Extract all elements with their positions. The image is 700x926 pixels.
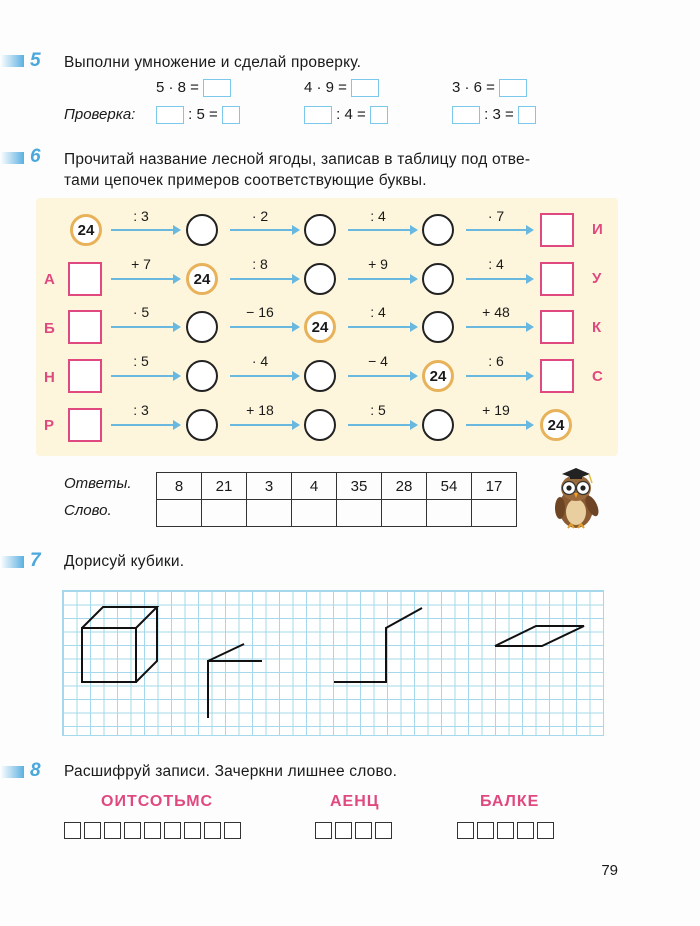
letter-cell[interactable] [144, 822, 161, 839]
arrow [230, 424, 298, 426]
letter-cell[interactable] [104, 822, 121, 839]
letter-cell[interactable] [184, 822, 201, 839]
arrow [111, 278, 179, 280]
answer-circle[interactable] [304, 409, 336, 441]
word-cell[interactable] [382, 500, 427, 527]
operation-label: : 6 [488, 353, 504, 369]
answer-cell: 3 [247, 473, 292, 500]
arrow [230, 375, 298, 377]
operation-label: + 7 [131, 256, 151, 272]
task-number: 6 [30, 146, 41, 167]
letter-cell[interactable] [315, 822, 332, 839]
check-equation [452, 106, 536, 124]
start-square[interactable] [68, 262, 102, 296]
check-label: Проверка: [64, 106, 136, 123]
operation-label: : 4 [370, 208, 386, 224]
arrow [230, 326, 298, 328]
owl-icon [548, 466, 604, 532]
operation-label: · 4 [251, 353, 269, 369]
partial-cube-edges [495, 626, 584, 646]
operation-label: : 8 [252, 256, 268, 272]
letter-cell[interactable] [375, 822, 392, 839]
operation-label: · 7 [487, 208, 505, 224]
letter-cell[interactable] [64, 822, 81, 839]
operation-label: · 5 [132, 304, 150, 320]
task-number: 5 [30, 50, 41, 71]
answer-cell: 35 [337, 473, 382, 500]
start-square[interactable] [68, 359, 102, 393]
operation-label: + 18 [246, 402, 274, 418]
operation-label: : 5 [133, 353, 149, 369]
task-instruction-line: Прочитай название лесной ягоды, записав в таблицу под отве- [64, 151, 531, 168]
word-label: Слово. [64, 502, 112, 519]
letter-cells [315, 822, 395, 839]
task-number: 7 [30, 550, 41, 571]
word-cell[interactable] [427, 500, 472, 527]
start-square[interactable] [68, 408, 102, 442]
answer-box[interactable] [518, 106, 536, 124]
answer-circle[interactable] [304, 360, 336, 392]
letter-label: Н [44, 369, 55, 386]
answer-box[interactable] [222, 106, 240, 124]
equation-text: 4 · 9 = [304, 79, 347, 96]
equation [452, 79, 527, 97]
letter-label: Р [44, 417, 55, 434]
letter-cell[interactable] [537, 822, 554, 839]
operation-label: : 3 [133, 402, 149, 418]
check-text: : 4 = [336, 106, 366, 123]
word-row [157, 500, 517, 527]
task-instruction: Выполни умножение и сделай проверку. [64, 54, 362, 71]
answer-circle[interactable] [186, 360, 218, 392]
letter-label: К [592, 319, 602, 336]
operation-label: : 5 [370, 402, 386, 418]
answer-circle[interactable] [422, 409, 454, 441]
operation-label: − 4 [368, 353, 388, 369]
letter-label: И [592, 221, 603, 238]
partial-cube-edges [208, 661, 262, 718]
answer-circle[interactable] [304, 214, 336, 246]
operation-label: + 19 [482, 402, 510, 418]
check-text: : 5 = [188, 106, 218, 123]
answer-cell: 21 [202, 473, 247, 500]
equation [304, 79, 379, 97]
answers-label: Ответы. [64, 475, 132, 492]
answer-cell: 8 [157, 473, 202, 500]
answer-cell: 28 [382, 473, 427, 500]
letter-cells [64, 822, 244, 839]
answer-cell: 54 [427, 473, 472, 500]
value-circle: 24 [186, 263, 218, 295]
letter-cell[interactable] [355, 822, 372, 839]
check-equation [304, 106, 388, 124]
answer-cell: 17 [472, 473, 517, 500]
result-square[interactable] [540, 262, 574, 296]
word-cell[interactable] [202, 500, 247, 527]
value-circle: 24 [304, 311, 336, 343]
letter-cell[interactable] [84, 822, 101, 839]
letter-cell[interactable] [164, 822, 181, 839]
task-marker-bar [0, 556, 24, 568]
letter-cell[interactable] [224, 822, 241, 839]
answer-circle[interactable] [186, 311, 218, 343]
task-number: 8 [30, 760, 41, 781]
answer-box[interactable] [499, 79, 527, 97]
operation-label: : 4 [370, 304, 386, 320]
answer-circle[interactable] [186, 409, 218, 441]
equation [156, 79, 231, 97]
letter-cell[interactable] [335, 822, 352, 839]
result-square[interactable] [540, 359, 574, 393]
result-square[interactable] [540, 310, 574, 344]
check-equation [156, 106, 240, 124]
answer-box[interactable] [304, 106, 332, 124]
answer-circle[interactable] [422, 263, 454, 295]
arrow [111, 375, 179, 377]
answer-box[interactable] [156, 106, 184, 124]
scrambled-word: БАЛКЕ [480, 793, 540, 810]
letter-label: У [592, 270, 602, 287]
arrow [111, 229, 179, 231]
equation-text: 5 · 8 = [156, 79, 199, 96]
arrow [111, 424, 179, 426]
arrow [230, 229, 298, 231]
word-cell[interactable] [292, 500, 337, 527]
cube-drawings [62, 590, 602, 734]
start-value-circle: 24 [70, 214, 102, 246]
answer-circle[interactable] [422, 311, 454, 343]
arrow [348, 326, 416, 328]
operation-label: + 9 [368, 256, 388, 272]
answer-circle[interactable] [304, 263, 336, 295]
letter-cell[interactable] [497, 822, 514, 839]
operation-label: : 3 [133, 208, 149, 224]
arrow [466, 375, 532, 377]
answer-box[interactable] [452, 106, 480, 124]
arrow [466, 424, 532, 426]
answer-cell: 4 [292, 473, 337, 500]
word-cell[interactable] [337, 500, 382, 527]
operation-label: − 16 [246, 304, 274, 320]
start-square[interactable] [68, 310, 102, 344]
letter-cell[interactable] [457, 822, 474, 839]
task-instruction: Расшифруй записи. Зачеркни лишнее слово. [64, 763, 398, 780]
operation-label: : 4 [488, 256, 504, 272]
letter-label: Б [44, 320, 55, 337]
answers-table [156, 472, 517, 527]
value-circle: 24 [422, 360, 454, 392]
task-marker-bar [0, 152, 24, 164]
end-value-circle: 24 [540, 409, 572, 441]
partial-cube-edges [334, 608, 422, 682]
answer-box[interactable] [351, 79, 379, 97]
equation-text: 3 · 6 = [452, 79, 495, 96]
letter-cell[interactable] [124, 822, 141, 839]
letter-cell[interactable] [517, 822, 534, 839]
arrow [111, 326, 179, 328]
letter-label: А [44, 271, 55, 288]
task-instruction: Дорисуй кубики. [64, 553, 185, 570]
partial-cube-edge [208, 644, 244, 661]
arrow [348, 229, 416, 231]
scrambled-word: ОИТСОТЬМС [101, 793, 214, 810]
cube-front-face [82, 628, 136, 682]
arrow [348, 375, 416, 377]
scrambled-word: АЕНЦ [330, 793, 380, 810]
letter-cells [457, 822, 557, 839]
word-cell[interactable] [157, 500, 202, 527]
answer-circle[interactable] [422, 214, 454, 246]
page-number: 79 [601, 862, 618, 879]
task-marker-bar [0, 766, 24, 778]
letter-cell[interactable] [477, 822, 494, 839]
operation-label: · 2 [251, 208, 269, 224]
arrow [230, 278, 298, 280]
task-instruction-line: тами цепочек примеров соответствующие буквы. [64, 172, 427, 189]
operation-label: + 48 [482, 304, 510, 320]
cube-top-face [82, 607, 157, 628]
arrow [466, 326, 532, 328]
result-square[interactable] [540, 213, 574, 247]
check-text: : 3 = [484, 106, 514, 123]
answer-box[interactable] [203, 79, 231, 97]
arrow [466, 278, 532, 280]
letter-cell[interactable] [204, 822, 221, 839]
word-cell[interactable] [247, 500, 292, 527]
arrow [466, 229, 532, 231]
letter-label: С [592, 368, 603, 385]
arrow [348, 424, 416, 426]
answers-row [157, 473, 517, 500]
word-cell[interactable] [472, 500, 517, 527]
answer-box[interactable] [370, 106, 388, 124]
task-marker-bar [0, 55, 24, 67]
arrow [348, 278, 416, 280]
answer-circle[interactable] [186, 214, 218, 246]
